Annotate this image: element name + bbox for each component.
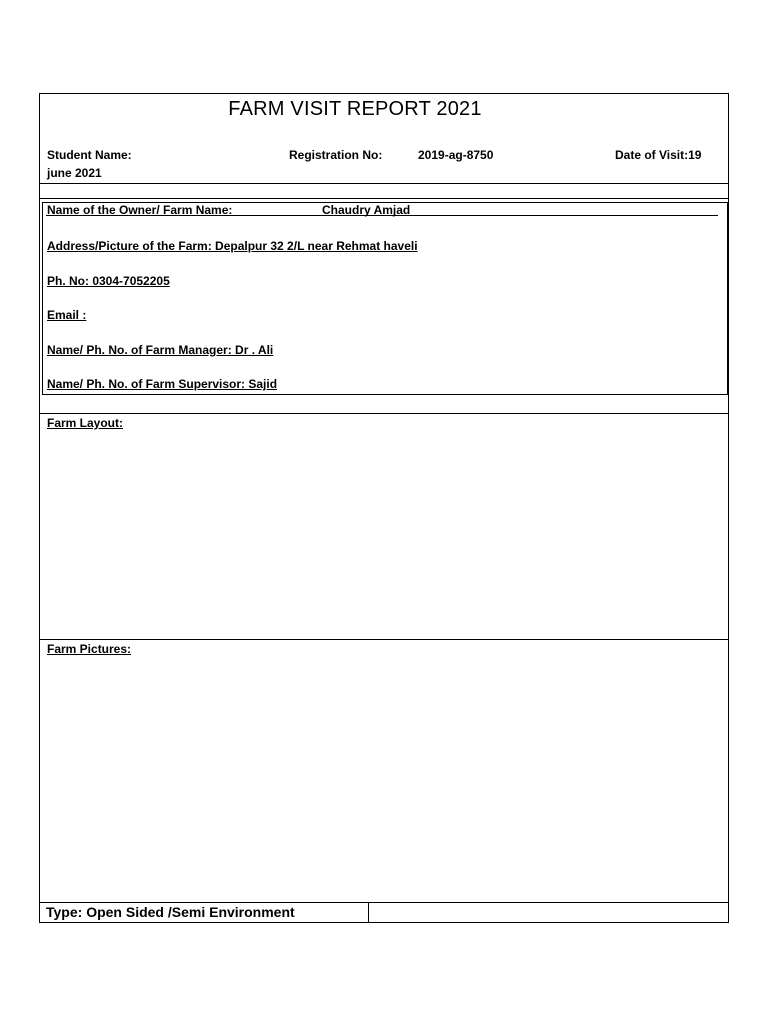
phone-line: Ph. No: 0304-7052205 — [47, 274, 170, 288]
owner-underline — [46, 215, 718, 216]
report-frame — [39, 93, 729, 923]
header-divider — [40, 183, 728, 184]
email-line: Email : — [47, 308, 87, 322]
registration-label: Registration No: — [289, 148, 383, 162]
layout-divider — [40, 413, 728, 414]
pictures-divider — [40, 639, 728, 640]
owner-details-box — [42, 202, 728, 395]
report-title: FARM VISIT REPORT 2021 — [228, 98, 482, 120]
owner-label: Name of the Owner/ Farm Name: — [47, 203, 233, 217]
type-label: Type: Open Sided /Semi Environment — [46, 904, 295, 920]
address-line: Address/Picture of the Farm: Depalpur 32 2/L near Rehmat haveli — [47, 239, 418, 253]
registration-value: 2019-ag-8750 — [418, 148, 494, 162]
owner-value: Chaudry Amjad — [322, 203, 411, 217]
farm-supervisor-line: Name/ Ph. No. of Farm Supervisor: Sajid — [47, 377, 278, 391]
header-divider-2 — [40, 198, 728, 199]
student-name-label: Student Name: — [47, 148, 132, 162]
farm-manager-line: Name/ Ph. No. of Farm Manager: Dr . Ali — [47, 343, 274, 357]
farm-pictures-label: Farm Pictures: — [47, 642, 132, 656]
date-of-visit-label: Date of Visit:19 — [615, 148, 702, 162]
date-of-visit-continued: june 2021 — [47, 166, 102, 180]
farm-layout-label: Farm Layout: — [47, 416, 124, 430]
